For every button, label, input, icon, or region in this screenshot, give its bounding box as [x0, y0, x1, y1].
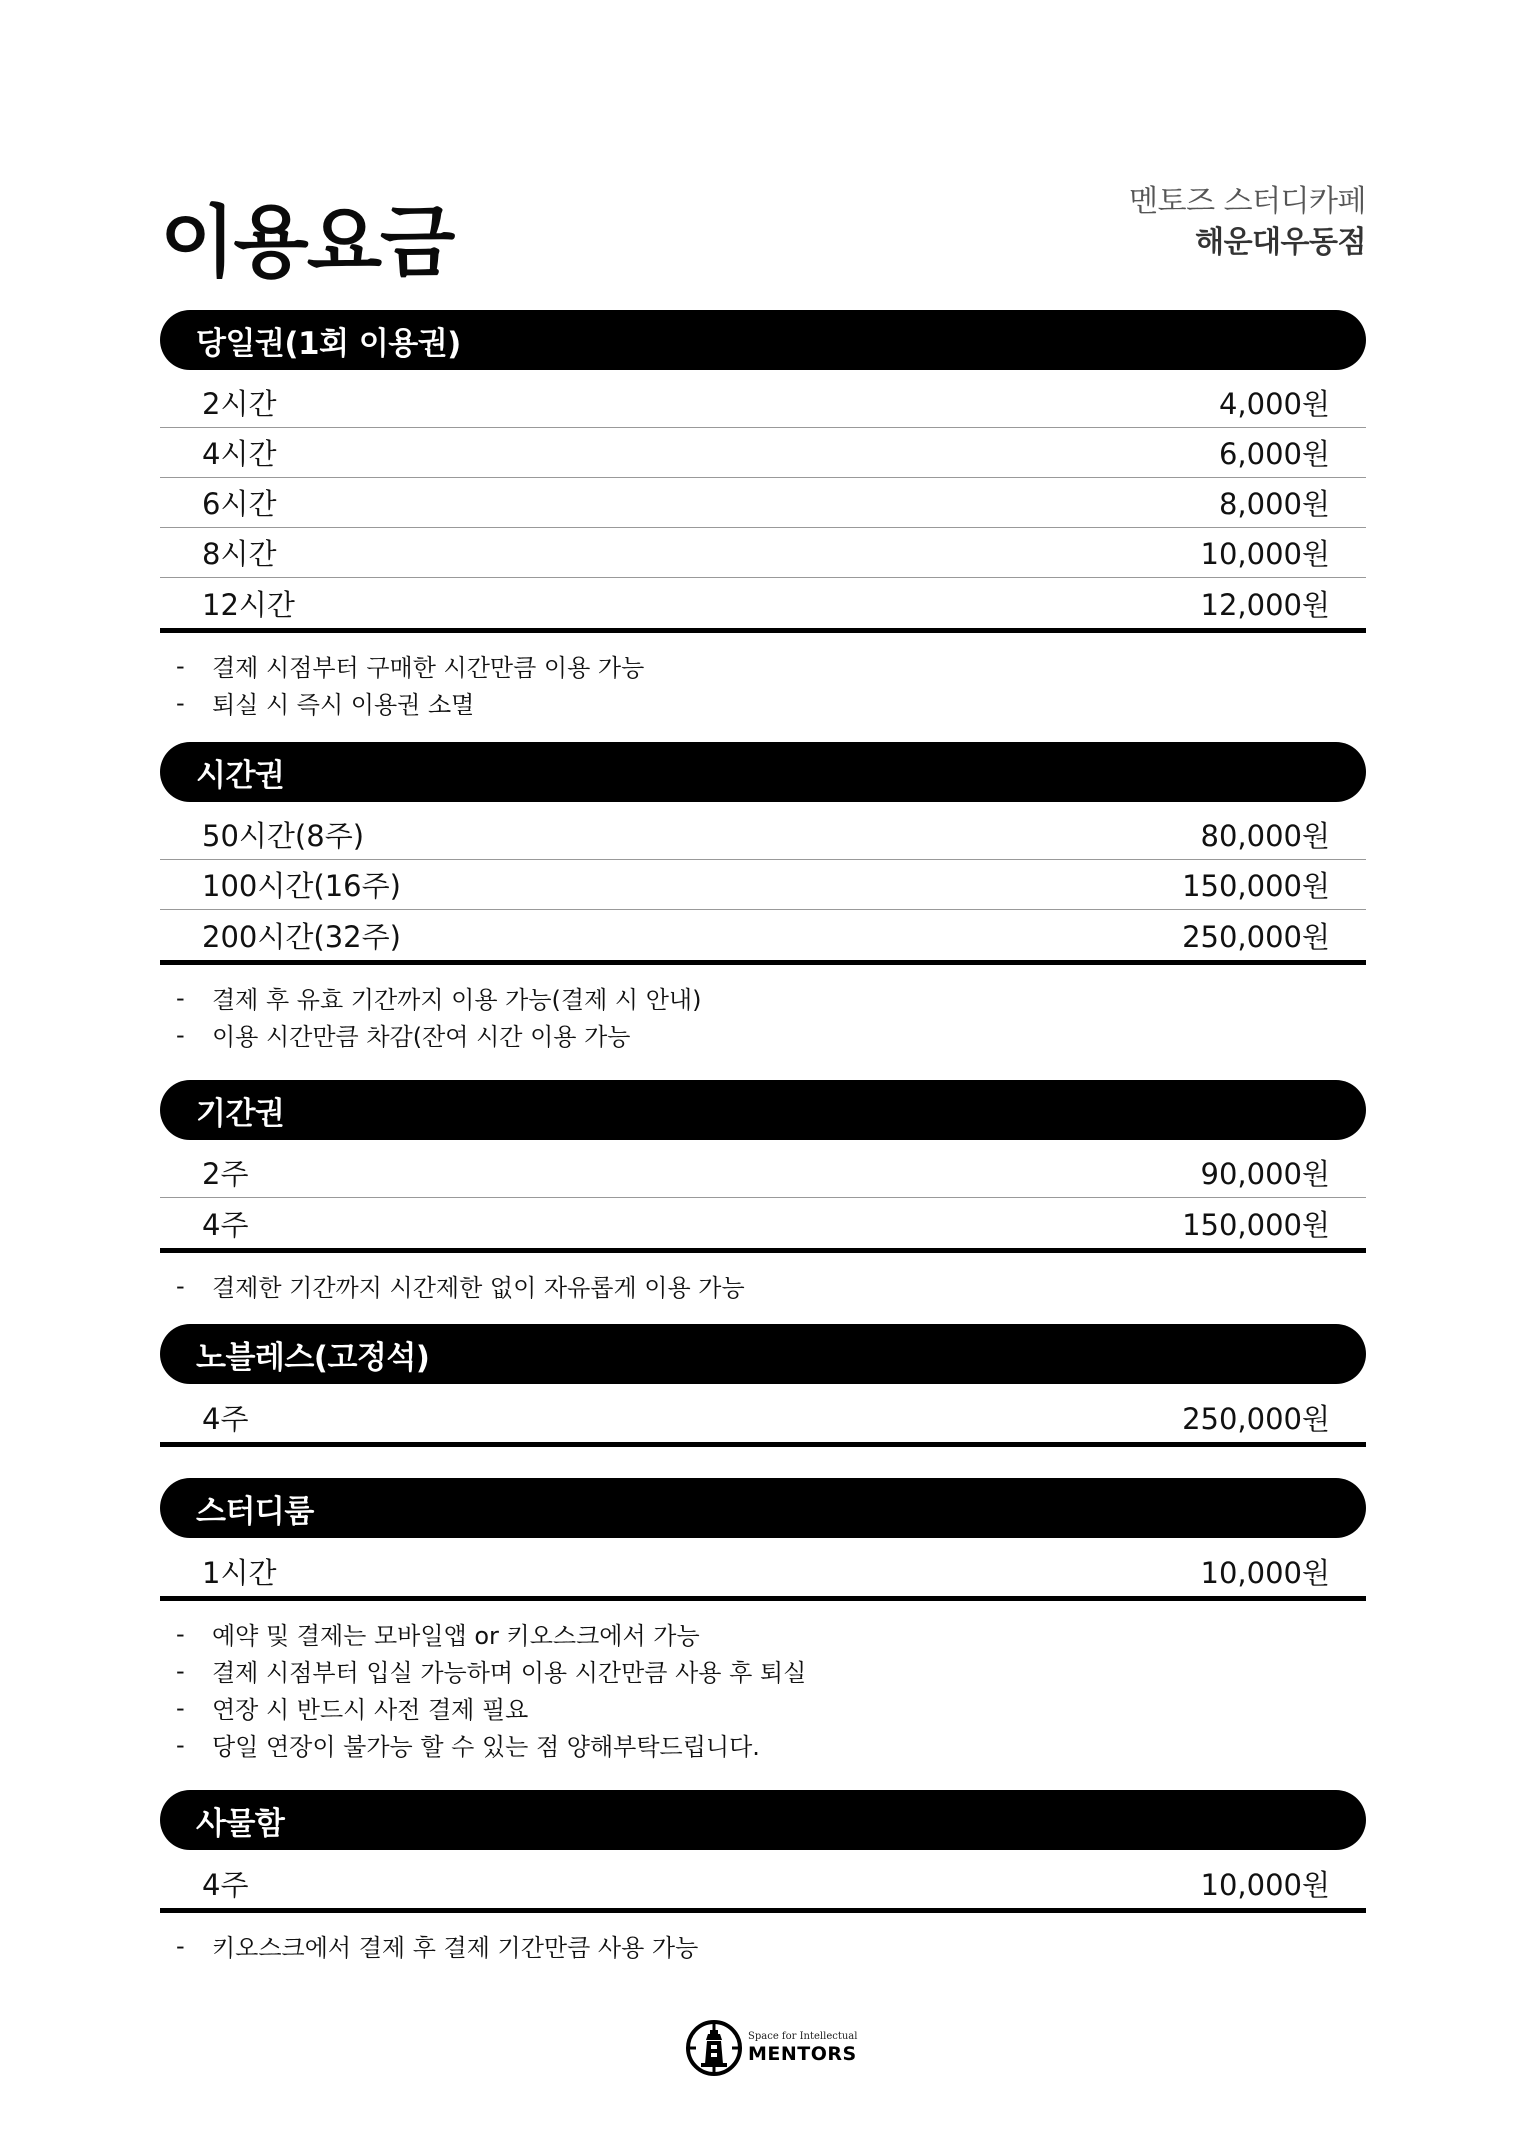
note-item: [160, 684, 1366, 721]
row-price: 12,000원: [1200, 587, 1330, 622]
note-text: 결제한 기간까지 시간제한 없이 자유롭게 이용 가능: [212, 1274, 745, 1302]
section-day-pass: [160, 310, 1366, 721]
notes-list: [160, 979, 1366, 1053]
section-time-pass: [160, 742, 1366, 1053]
row-label: 1시간: [202, 1555, 277, 1590]
note-text: 퇴실 시 즉시 이용권 소멸: [212, 691, 475, 719]
note-item: [160, 647, 1366, 684]
row-label: 200시간(32주): [202, 919, 401, 954]
row-label: 2주: [202, 1157, 249, 1191]
section-header: 시간권: [160, 742, 1366, 802]
price-row: [160, 528, 1366, 578]
section-header: 노블레스(고정석): [160, 1324, 1366, 1384]
note-item: [160, 1726, 1366, 1763]
row-label: 4주: [202, 1867, 249, 1902]
store-branch: 해운대우동점: [1195, 225, 1366, 260]
notes-list: [160, 1927, 1366, 1964]
price-row: [160, 378, 1366, 428]
store-brand: 멘토즈 스터디카페: [1129, 184, 1366, 219]
price-row: [160, 1392, 1366, 1442]
section-header: 당일권(1회 이용권): [160, 310, 1366, 370]
price-table: [160, 1546, 1366, 1601]
price-row: [160, 910, 1366, 960]
row-price: 150,000원: [1182, 869, 1330, 903]
row-price: 10,000원: [1200, 1555, 1330, 1590]
note-bullet: -: [176, 1020, 185, 1049]
note-bullet: -: [176, 1656, 185, 1685]
note-bullet: -: [176, 1619, 185, 1648]
note-text: 이용 시간만큼 차감(잔여 시간 이용 가능: [212, 1023, 631, 1051]
note-text: 결제 시점부터 입실 가능하며 이용 시간만큼 사용 후 퇴실: [212, 1659, 807, 1687]
row-label: 4주: [202, 1207, 249, 1242]
note-item: [160, 1267, 1366, 1304]
row-label: 8시간: [202, 537, 277, 571]
store-info: [1129, 182, 1366, 264]
price-table: [160, 810, 1366, 965]
note-text: 키오스크에서 결제 후 결제 기간만큼 사용 가능: [212, 1934, 699, 1962]
price-table: [160, 1392, 1366, 1447]
price-table: [160, 378, 1366, 633]
notes-list: [160, 1267, 1366, 1304]
section-header: 스터디룸: [160, 1478, 1366, 1538]
note-text: 당일 연장이 불가능 할 수 있는 점 양해부탁드립니다.: [212, 1733, 760, 1761]
note-item: [160, 1689, 1366, 1726]
note-bullet: -: [176, 651, 185, 680]
note-bullet: -: [176, 1271, 185, 1300]
row-label: 4시간: [202, 437, 277, 471]
note-item: [160, 1927, 1366, 1964]
row-price: 250,000원: [1182, 919, 1330, 954]
row-price: 10,000원: [1200, 537, 1330, 571]
lighthouse-logo-icon: [684, 2018, 744, 2078]
mentors-logo: [684, 2018, 857, 2078]
price-row: [160, 578, 1366, 628]
notes-list: [160, 1615, 1366, 1763]
row-price: 80,000원: [1200, 819, 1330, 853]
row-price: 4,000원: [1218, 387, 1330, 421]
row-price: 10,000원: [1200, 1867, 1330, 1902]
note-bullet: -: [176, 1693, 185, 1722]
row-price: 250,000원: [1182, 1401, 1330, 1436]
note-text: 예약 및 결제는 모바일앱 or 키오스크에서 가능: [212, 1622, 700, 1650]
note-text: 연장 시 반드시 사전 결제 필요: [212, 1696, 529, 1724]
price-row: [160, 860, 1366, 910]
price-row: [160, 1858, 1366, 1908]
section-noblesse: [160, 1324, 1366, 1447]
row-price: 90,000원: [1200, 1157, 1330, 1191]
note-bullet: -: [176, 1931, 185, 1960]
row-label: 50시간(8주): [202, 819, 365, 853]
price-table: [160, 1858, 1366, 1913]
note-item: [160, 1652, 1366, 1689]
note-bullet: -: [176, 983, 185, 1012]
price-row: [160, 810, 1366, 860]
price-row: [160, 428, 1366, 478]
price-row: [160, 478, 1366, 528]
notes-list: [160, 647, 1366, 721]
note-bullet: -: [176, 1730, 185, 1759]
logo-name: MENTORS: [748, 2043, 857, 2065]
price-row: [160, 1546, 1366, 1596]
row-label: 4주: [202, 1401, 249, 1436]
note-bullet: -: [176, 688, 185, 717]
row-label: 6시간: [202, 487, 277, 521]
row-price: 150,000원: [1182, 1207, 1330, 1242]
section-period-pass: [160, 1080, 1366, 1304]
price-table: [160, 1148, 1366, 1253]
price-row: [160, 1198, 1366, 1248]
section-study-room: [160, 1478, 1366, 1763]
page-title: 이용요금: [160, 198, 454, 288]
row-label: 100시간(16주): [202, 869, 401, 903]
note-text: 결제 시점부터 구매한 시간만큼 이용 가능: [212, 654, 645, 682]
row-price: 8,000원: [1218, 487, 1330, 521]
note-text: 결제 후 유효 기간까지 이용 가능(결제 시 안내): [212, 986, 702, 1014]
row-label: 2시간: [202, 387, 277, 421]
note-item: [160, 979, 1366, 1016]
row-label: 12시간: [202, 587, 295, 622]
logo-tagline: Space for Intellectual: [748, 2031, 858, 2042]
section-header: 사물함: [160, 1790, 1366, 1850]
note-item: [160, 1615, 1366, 1652]
note-item: [160, 1016, 1366, 1053]
section-locker: [160, 1790, 1366, 1964]
section-header: 기간권: [160, 1080, 1366, 1140]
price-row: [160, 1148, 1366, 1198]
row-price: 6,000원: [1218, 437, 1330, 471]
